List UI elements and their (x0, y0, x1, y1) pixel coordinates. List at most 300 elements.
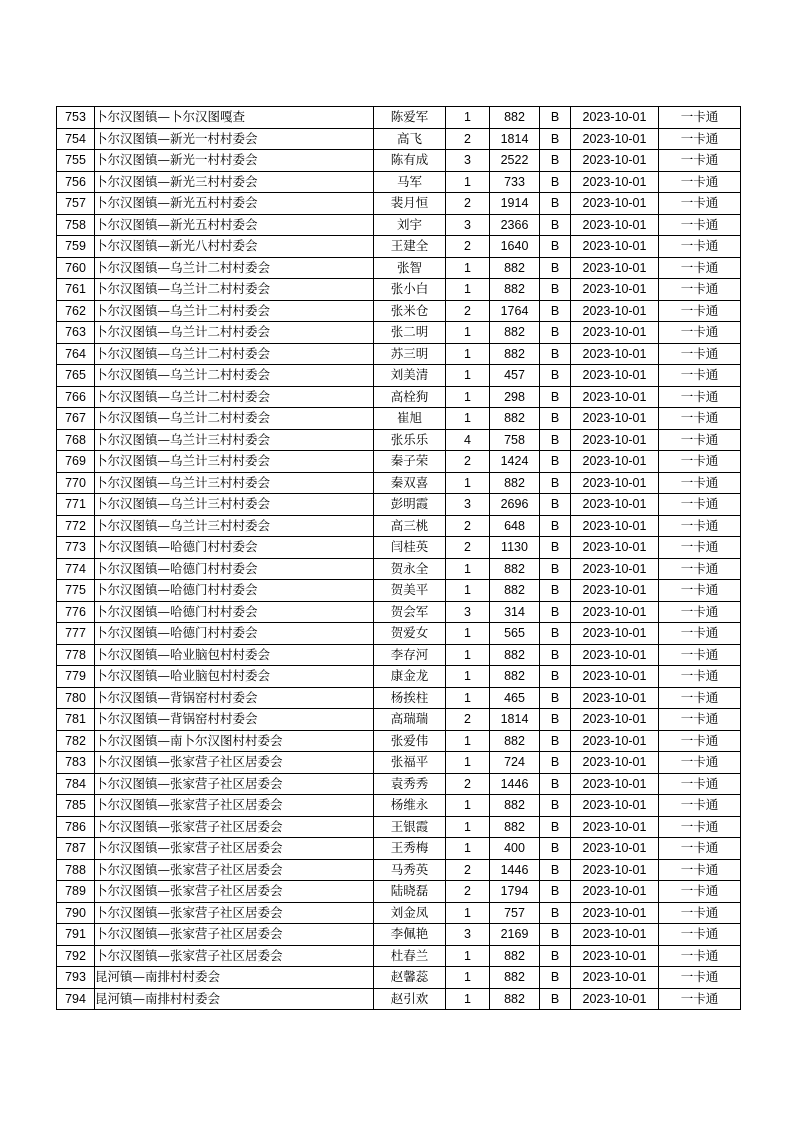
issue-date-cell: 2023-10-01 (571, 128, 659, 150)
amount-cell: 1424 (490, 451, 540, 473)
amount-cell: 882 (490, 322, 540, 344)
category-cell: B (540, 580, 571, 602)
payment-method-cell: 一卡通 (659, 859, 741, 881)
person-name-cell: 张福平 (374, 752, 446, 774)
row-number-cell: 765 (57, 365, 95, 387)
issue-date-cell: 2023-10-01 (571, 107, 659, 129)
table-row (57, 709, 741, 731)
person-name-cell: 崔旭 (374, 408, 446, 430)
payment-method-cell: 一卡通 (659, 730, 741, 752)
person-name-cell: 王建全 (374, 236, 446, 258)
issue-date-cell: 2023-10-01 (571, 343, 659, 365)
issue-date-cell: 2023-10-01 (571, 838, 659, 860)
category-cell: B (540, 902, 571, 924)
category-cell: B (540, 214, 571, 236)
table-row (57, 838, 741, 860)
table-row (57, 472, 741, 494)
unit-name-cell: 卜尔汉图镇—背锅窑村村委会 (95, 687, 374, 709)
amount-cell: 882 (490, 988, 540, 1010)
household-size-cell: 1 (446, 107, 490, 129)
row-number-cell: 759 (57, 236, 95, 258)
category-cell: B (540, 644, 571, 666)
table-row (57, 515, 741, 537)
table-row (57, 666, 741, 688)
household-size-cell: 1 (446, 343, 490, 365)
row-number-cell: 781 (57, 709, 95, 731)
payment-method-cell: 一卡通 (659, 902, 741, 924)
household-size-cell: 2 (446, 300, 490, 322)
person-name-cell: 秦双喜 (374, 472, 446, 494)
household-size-cell: 2 (446, 881, 490, 903)
payment-method-cell: 一卡通 (659, 623, 741, 645)
table-row (57, 429, 741, 451)
category-cell: B (540, 709, 571, 731)
row-number-cell: 770 (57, 472, 95, 494)
amount-cell: 1446 (490, 773, 540, 795)
table-row (57, 150, 741, 172)
table-row (57, 386, 741, 408)
household-size-cell: 1 (446, 322, 490, 344)
person-name-cell: 裴月恒 (374, 193, 446, 215)
amount-cell: 882 (490, 107, 540, 129)
unit-name-cell: 卜尔汉图镇—乌兰计二村村委会 (95, 343, 374, 365)
category-cell: B (540, 558, 571, 580)
unit-name-cell: 卜尔汉图镇—乌兰计二村村委会 (95, 386, 374, 408)
issue-date-cell: 2023-10-01 (571, 773, 659, 795)
category-cell: B (540, 988, 571, 1010)
person-name-cell: 秦子荣 (374, 451, 446, 473)
unit-name-cell: 卜尔汉图镇—新光一村村委会 (95, 128, 374, 150)
issue-date-cell: 2023-10-01 (571, 429, 659, 451)
category-cell: B (540, 300, 571, 322)
amount-cell: 1764 (490, 300, 540, 322)
household-size-cell: 1 (446, 365, 490, 387)
category-cell: B (540, 967, 571, 989)
household-size-cell: 4 (446, 429, 490, 451)
person-name-cell: 赵馨蕊 (374, 967, 446, 989)
row-number-cell: 786 (57, 816, 95, 838)
row-number-cell: 773 (57, 537, 95, 559)
unit-name-cell: 卜尔汉图镇—乌兰计三村村委会 (95, 472, 374, 494)
unit-name-cell: 卜尔汉图镇—张家营子社区居委会 (95, 773, 374, 795)
issue-date-cell: 2023-10-01 (571, 967, 659, 989)
category-cell: B (540, 150, 571, 172)
amount-cell: 2169 (490, 924, 540, 946)
table-row (57, 730, 741, 752)
amount-cell: 1794 (490, 881, 540, 903)
table-row (57, 752, 741, 774)
category-cell: B (540, 279, 571, 301)
issue-date-cell: 2023-10-01 (571, 623, 659, 645)
amount-cell: 565 (490, 623, 540, 645)
issue-date-cell: 2023-10-01 (571, 601, 659, 623)
payment-method-cell: 一卡通 (659, 537, 741, 559)
unit-name-cell: 卜尔汉图镇—乌兰计三村村委会 (95, 515, 374, 537)
payment-method-cell: 一卡通 (659, 279, 741, 301)
household-size-cell: 1 (446, 730, 490, 752)
table-row (57, 687, 741, 709)
person-name-cell: 刘宇 (374, 214, 446, 236)
category-cell: B (540, 365, 571, 387)
amount-cell: 882 (490, 408, 540, 430)
row-number-cell: 768 (57, 429, 95, 451)
category-cell: B (540, 795, 571, 817)
unit-name-cell: 卜尔汉图镇—张家营子社区居委会 (95, 816, 374, 838)
person-name-cell: 王银霞 (374, 816, 446, 838)
person-name-cell: 闫桂英 (374, 537, 446, 559)
row-number-cell: 755 (57, 150, 95, 172)
row-number-cell: 775 (57, 580, 95, 602)
unit-name-cell: 卜尔汉图镇—乌兰计二村村委会 (95, 322, 374, 344)
category-cell: B (540, 429, 571, 451)
payment-method-cell: 一卡通 (659, 322, 741, 344)
roster-body (57, 107, 741, 1010)
payment-method-cell: 一卡通 (659, 343, 741, 365)
row-number-cell: 782 (57, 730, 95, 752)
row-number-cell: 761 (57, 279, 95, 301)
amount-cell: 2696 (490, 494, 540, 516)
category-cell: B (540, 343, 571, 365)
issue-date-cell: 2023-10-01 (571, 816, 659, 838)
row-number-cell: 789 (57, 881, 95, 903)
table-row (57, 257, 741, 279)
unit-name-cell: 卜尔汉图镇—张家营子社区居委会 (95, 859, 374, 881)
person-name-cell: 康金龙 (374, 666, 446, 688)
row-number-cell: 788 (57, 859, 95, 881)
category-cell: B (540, 816, 571, 838)
issue-date-cell: 2023-10-01 (571, 752, 659, 774)
payment-method-cell: 一卡通 (659, 881, 741, 903)
amount-cell: 1814 (490, 128, 540, 150)
category-cell: B (540, 945, 571, 967)
table-row (57, 343, 741, 365)
row-number-cell: 769 (57, 451, 95, 473)
roster-table (56, 106, 741, 1010)
category-cell: B (540, 128, 571, 150)
issue-date-cell: 2023-10-01 (571, 730, 659, 752)
household-size-cell: 1 (446, 902, 490, 924)
row-number-cell: 777 (57, 623, 95, 645)
payment-method-cell: 一卡通 (659, 365, 741, 387)
table-row (57, 623, 741, 645)
household-size-cell: 2 (446, 193, 490, 215)
unit-name-cell: 卜尔汉图镇—乌兰计二村村委会 (95, 300, 374, 322)
category-cell: B (540, 451, 571, 473)
category-cell: B (540, 859, 571, 881)
amount-cell: 314 (490, 601, 540, 623)
person-name-cell: 陈爱军 (374, 107, 446, 129)
household-size-cell: 1 (446, 558, 490, 580)
amount-cell: 882 (490, 279, 540, 301)
household-size-cell: 1 (446, 666, 490, 688)
household-size-cell: 1 (446, 838, 490, 860)
payment-method-cell: 一卡通 (659, 128, 741, 150)
amount-cell: 882 (490, 795, 540, 817)
issue-date-cell: 2023-10-01 (571, 171, 659, 193)
table-row (57, 816, 741, 838)
category-cell: B (540, 838, 571, 860)
amount-cell: 1446 (490, 859, 540, 881)
table-row (57, 322, 741, 344)
row-number-cell: 754 (57, 128, 95, 150)
table-row (57, 902, 741, 924)
amount-cell: 882 (490, 945, 540, 967)
table-row (57, 494, 741, 516)
issue-date-cell: 2023-10-01 (571, 279, 659, 301)
household-size-cell: 1 (446, 816, 490, 838)
issue-date-cell: 2023-10-01 (571, 795, 659, 817)
unit-name-cell: 卜尔汉图镇—张家营子社区居委会 (95, 945, 374, 967)
issue-date-cell: 2023-10-01 (571, 300, 659, 322)
payment-method-cell: 一卡通 (659, 988, 741, 1010)
table-row (57, 881, 741, 903)
amount-cell: 457 (490, 365, 540, 387)
issue-date-cell: 2023-10-01 (571, 150, 659, 172)
payment-method-cell: 一卡通 (659, 515, 741, 537)
amount-cell: 882 (490, 644, 540, 666)
unit-name-cell: 卜尔汉图镇—哈业脑包村村委会 (95, 666, 374, 688)
category-cell: B (540, 171, 571, 193)
household-size-cell: 3 (446, 214, 490, 236)
amount-cell: 882 (490, 816, 540, 838)
issue-date-cell: 2023-10-01 (571, 365, 659, 387)
issue-date-cell: 2023-10-01 (571, 945, 659, 967)
person-name-cell: 李存河 (374, 644, 446, 666)
category-cell: B (540, 408, 571, 430)
table-row (57, 967, 741, 989)
table-row (57, 795, 741, 817)
issue-date-cell: 2023-10-01 (571, 537, 659, 559)
issue-date-cell: 2023-10-01 (571, 451, 659, 473)
amount-cell: 1914 (490, 193, 540, 215)
unit-name-cell: 卜尔汉图镇—哈德门村村委会 (95, 601, 374, 623)
household-size-cell: 1 (446, 623, 490, 645)
unit-name-cell: 卜尔汉图镇—哈德门村村委会 (95, 580, 374, 602)
payment-method-cell: 一卡通 (659, 300, 741, 322)
payment-method-cell: 一卡通 (659, 558, 741, 580)
person-name-cell: 赵引欢 (374, 988, 446, 1010)
payment-method-cell: 一卡通 (659, 816, 741, 838)
unit-name-cell: 昆河镇—南排村村委会 (95, 988, 374, 1010)
amount-cell: 882 (490, 472, 540, 494)
table-row (57, 107, 741, 129)
category-cell: B (540, 730, 571, 752)
amount-cell: 1814 (490, 709, 540, 731)
issue-date-cell: 2023-10-01 (571, 472, 659, 494)
table-row (57, 859, 741, 881)
category-cell: B (540, 472, 571, 494)
person-name-cell: 刘美清 (374, 365, 446, 387)
unit-name-cell: 卜尔汉图镇—张家营子社区居委会 (95, 881, 374, 903)
household-size-cell: 1 (446, 752, 490, 774)
issue-date-cell: 2023-10-01 (571, 881, 659, 903)
payment-method-cell: 一卡通 (659, 687, 741, 709)
household-size-cell: 2 (446, 128, 490, 150)
household-size-cell: 1 (446, 386, 490, 408)
person-name-cell: 杨挨柱 (374, 687, 446, 709)
household-size-cell: 3 (446, 150, 490, 172)
payment-method-cell: 一卡通 (659, 494, 741, 516)
issue-date-cell: 2023-10-01 (571, 988, 659, 1010)
row-number-cell: 780 (57, 687, 95, 709)
table-row (57, 365, 741, 387)
issue-date-cell: 2023-10-01 (571, 687, 659, 709)
row-number-cell: 792 (57, 945, 95, 967)
issue-date-cell: 2023-10-01 (571, 580, 659, 602)
payment-method-cell: 一卡通 (659, 472, 741, 494)
table-row (57, 408, 741, 430)
issue-date-cell: 2023-10-01 (571, 386, 659, 408)
household-size-cell: 2 (446, 709, 490, 731)
row-number-cell: 774 (57, 558, 95, 580)
household-size-cell: 1 (446, 257, 490, 279)
unit-name-cell: 卜尔汉图镇—张家营子社区居委会 (95, 838, 374, 860)
row-number-cell: 756 (57, 171, 95, 193)
amount-cell: 758 (490, 429, 540, 451)
issue-date-cell: 2023-10-01 (571, 644, 659, 666)
issue-date-cell: 2023-10-01 (571, 322, 659, 344)
payment-method-cell: 一卡通 (659, 193, 741, 215)
category-cell: B (540, 687, 571, 709)
table-row (57, 128, 741, 150)
person-name-cell: 贺会军 (374, 601, 446, 623)
amount-cell: 400 (490, 838, 540, 860)
table-row (57, 300, 741, 322)
payment-method-cell: 一卡通 (659, 451, 741, 473)
unit-name-cell: 卜尔汉图镇—张家营子社区居委会 (95, 924, 374, 946)
payment-method-cell: 一卡通 (659, 150, 741, 172)
table-row (57, 214, 741, 236)
unit-name-cell: 卜尔汉图镇—背锅窑村村委会 (95, 709, 374, 731)
payment-method-cell: 一卡通 (659, 644, 741, 666)
unit-name-cell: 卜尔汉图镇—新光五村村委会 (95, 193, 374, 215)
category-cell: B (540, 601, 571, 623)
person-name-cell: 高三桃 (374, 515, 446, 537)
person-name-cell: 高飞 (374, 128, 446, 150)
household-size-cell: 2 (446, 537, 490, 559)
household-size-cell: 2 (446, 451, 490, 473)
amount-cell: 882 (490, 967, 540, 989)
payment-method-cell: 一卡通 (659, 171, 741, 193)
issue-date-cell: 2023-10-01 (571, 236, 659, 258)
row-number-cell: 779 (57, 666, 95, 688)
unit-name-cell: 卜尔汉图镇—新光八村村委会 (95, 236, 374, 258)
row-number-cell: 758 (57, 214, 95, 236)
household-size-cell: 1 (446, 795, 490, 817)
household-size-cell: 3 (446, 601, 490, 623)
issue-date-cell: 2023-10-01 (571, 558, 659, 580)
issue-date-cell: 2023-10-01 (571, 515, 659, 537)
issue-date-cell: 2023-10-01 (571, 214, 659, 236)
table-row (57, 988, 741, 1010)
payment-method-cell: 一卡通 (659, 666, 741, 688)
household-size-cell: 1 (446, 988, 490, 1010)
table-row (57, 193, 741, 215)
household-size-cell: 2 (446, 515, 490, 537)
category-cell: B (540, 924, 571, 946)
amount-cell: 724 (490, 752, 540, 774)
person-name-cell: 张小白 (374, 279, 446, 301)
unit-name-cell: 卜尔汉图镇—哈德门村村委会 (95, 558, 374, 580)
row-number-cell: 787 (57, 838, 95, 860)
payment-method-cell: 一卡通 (659, 429, 741, 451)
household-size-cell: 1 (446, 408, 490, 430)
payment-method-cell: 一卡通 (659, 945, 741, 967)
amount-cell: 882 (490, 343, 540, 365)
payment-method-cell: 一卡通 (659, 236, 741, 258)
household-size-cell: 1 (446, 687, 490, 709)
person-name-cell: 张智 (374, 257, 446, 279)
issue-date-cell: 2023-10-01 (571, 709, 659, 731)
household-size-cell: 3 (446, 494, 490, 516)
household-size-cell: 1 (446, 580, 490, 602)
household-size-cell: 1 (446, 644, 490, 666)
household-size-cell: 1 (446, 967, 490, 989)
unit-name-cell: 昆河镇—南排村村委会 (95, 967, 374, 989)
amount-cell: 465 (490, 687, 540, 709)
person-name-cell: 陆晓磊 (374, 881, 446, 903)
issue-date-cell: 2023-10-01 (571, 924, 659, 946)
category-cell: B (540, 752, 571, 774)
row-number-cell: 794 (57, 988, 95, 1010)
unit-name-cell: 卜尔汉图镇—乌兰计二村村委会 (95, 279, 374, 301)
row-number-cell: 793 (57, 967, 95, 989)
person-name-cell: 张二明 (374, 322, 446, 344)
person-name-cell: 苏三明 (374, 343, 446, 365)
category-cell: B (540, 193, 571, 215)
issue-date-cell: 2023-10-01 (571, 859, 659, 881)
table-row (57, 537, 741, 559)
amount-cell: 2366 (490, 214, 540, 236)
unit-name-cell: 卜尔汉图镇—南卜尔汉图村村委会 (95, 730, 374, 752)
issue-date-cell: 2023-10-01 (571, 193, 659, 215)
household-size-cell: 1 (446, 472, 490, 494)
household-size-cell: 2 (446, 236, 490, 258)
issue-date-cell: 2023-10-01 (571, 257, 659, 279)
payment-method-cell: 一卡通 (659, 257, 741, 279)
row-number-cell: 784 (57, 773, 95, 795)
payment-method-cell: 一卡通 (659, 709, 741, 731)
amount-cell: 882 (490, 558, 540, 580)
amount-cell: 882 (490, 666, 540, 688)
payment-method-cell: 一卡通 (659, 967, 741, 989)
person-name-cell: 王秀梅 (374, 838, 446, 860)
table-row (57, 279, 741, 301)
unit-name-cell: 卜尔汉图镇—乌兰计三村村委会 (95, 429, 374, 451)
issue-date-cell: 2023-10-01 (571, 408, 659, 430)
unit-name-cell: 卜尔汉图镇—张家营子社区居委会 (95, 752, 374, 774)
payment-method-cell: 一卡通 (659, 773, 741, 795)
payment-method-cell: 一卡通 (659, 107, 741, 129)
unit-name-cell: 卜尔汉图镇—张家营子社区居委会 (95, 902, 374, 924)
person-name-cell: 杜春兰 (374, 945, 446, 967)
person-name-cell: 贺美平 (374, 580, 446, 602)
table-row (57, 644, 741, 666)
unit-name-cell: 卜尔汉图镇—卜尔汉图嘎查 (95, 107, 374, 129)
person-name-cell: 陈有成 (374, 150, 446, 172)
person-name-cell: 贺爱女 (374, 623, 446, 645)
payment-method-cell: 一卡通 (659, 795, 741, 817)
amount-cell: 882 (490, 730, 540, 752)
category-cell: B (540, 236, 571, 258)
payment-method-cell: 一卡通 (659, 601, 741, 623)
table-row (57, 945, 741, 967)
amount-cell: 1640 (490, 236, 540, 258)
category-cell: B (540, 773, 571, 795)
payment-method-cell: 一卡通 (659, 580, 741, 602)
row-number-cell: 785 (57, 795, 95, 817)
payment-method-cell: 一卡通 (659, 752, 741, 774)
